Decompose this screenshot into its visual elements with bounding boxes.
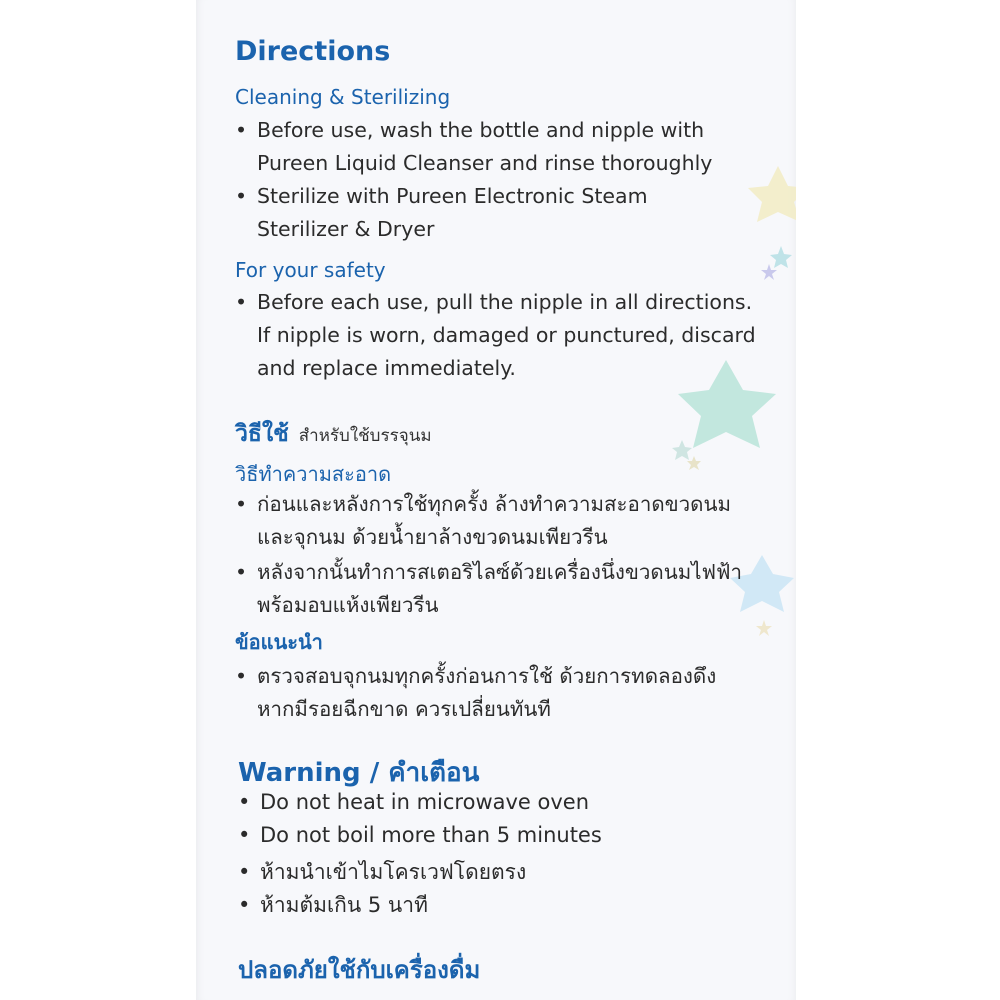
- list-item-text: Before use, wash the bottle and nipple with Pureen Liquid Cleanser and rinse thoroughly: [257, 118, 713, 175]
- warning-item: • ห้ามต้มเกิน 5 นาที: [238, 893, 428, 917]
- warning-item-text: ห้ามนำเข้าไมโครเวฟโดยตรง: [260, 860, 527, 884]
- thai-title-sub: สำหรับใช้บรรจุนม: [298, 426, 432, 446]
- list-item-text: หลังจากนั้นทำการสเตอริไลซ์ด้วยเครื่องนึ่งขวดนมไฟฟ้า พร้อมอบแห้งเพียวรีน: [257, 560, 743, 617]
- star-small-icon: [756, 620, 772, 636]
- list-item-text: Before each use, pull the nipple in all directions. If nipple is worn, damaged or punctured, discard and replace immediately.: [257, 290, 756, 380]
- warning-item-text: ห้ามต้มเกิน 5 นาที: [260, 893, 428, 917]
- footer-safety-text: ปลอดภัยใช้กับเครื่องดื่ม: [238, 956, 481, 984]
- list-item-text: Sterilize with Pureen Electronic Steam Sterilizer & Dryer: [257, 184, 648, 241]
- safety-heading: For your safety: [235, 258, 386, 282]
- thai-cleaning-heading: วิธีทำความสะอาด: [235, 462, 392, 486]
- warning-item: • ห้ามนำเข้าไมโครเวฟโดยตรง: [238, 860, 527, 884]
- cleaning-heading: Cleaning & Sterilizing: [235, 85, 451, 109]
- star-small-icon: [770, 246, 792, 268]
- warning-item-text: Do not heat in microwave oven: [260, 790, 590, 814]
- advice-heading: ข้อแนะนำ: [235, 630, 323, 654]
- warning-item: • Do not heat in microwave oven: [238, 790, 590, 814]
- directions-title: Directions: [235, 36, 391, 67]
- star-small-icon: [672, 440, 692, 460]
- thai-title-text: วิธีใช้: [235, 421, 289, 447]
- thai-title: [235, 416, 432, 452]
- list-item-text: ก่อนและหลังการใช้ทุกครั้ง ล้างทำความสะอาดขวดนม และจุกนม ด้วยน้ำยาล้างขวดนมเพียวรีน: [257, 492, 732, 549]
- warning-item-text: Do not boil more than 5 minutes: [260, 823, 602, 847]
- warning-title: Warning / คำเตือน: [238, 758, 480, 788]
- instruction-card: Directions Cleaning & Sterilizing • Before use, wash the bottle and nipple with Pureen Liquid Cleanser and rinse thoroughly • Sterilize with Pureen Electronic Steam Sterilizer & Dryer For your safety • Before each use, pull the nipple in all directions. If nipple is worn, damaged or punctured, discard and replace immediately. วิธีใช้ สำหรับใช้บรรจุนม วิธีทำความสะอาด • ก่อนและหลังการใช้ทุกครั้ง ล้างทำความสะอาดขวดนม และจุกนม ด้วยน้ำยาล้างขวดนมเพียวรีน • หลังจากนั้นทำการสเตอริไลซ์ด้วยเครื่องนึ่งขวดนมไฟฟ้า พร้อมอบแห้งเพียวรีน ข้อแนะนำ • ตรวจสอบจุกนมทุกครั้งก่อนการใช้ ด้วยการทดลองดึง หากมีรอยฉีกขาด ควรเปลี่ยนทันที Warning / คำเตือน • Do not heat in microwave oven • Do not boil more than 5 minutes • ห้ามนำเข้าไมโครเวฟโดยตรง • ห้ามต้มเกิน 5 นาที ปลอดภัยใช้กับเครื่องดื่ม: [196, 0, 796, 1000]
- warning-item: • Do not boil more than 5 minutes: [238, 823, 602, 847]
- star-small-icon: [687, 456, 701, 470]
- list-item-text: ตรวจสอบจุกนมทุกครั้งก่อนการใช้ ด้วยการทดลองดึง หากมีรอยฉีกขาด ควรเปลี่ยนทันที: [257, 664, 717, 721]
